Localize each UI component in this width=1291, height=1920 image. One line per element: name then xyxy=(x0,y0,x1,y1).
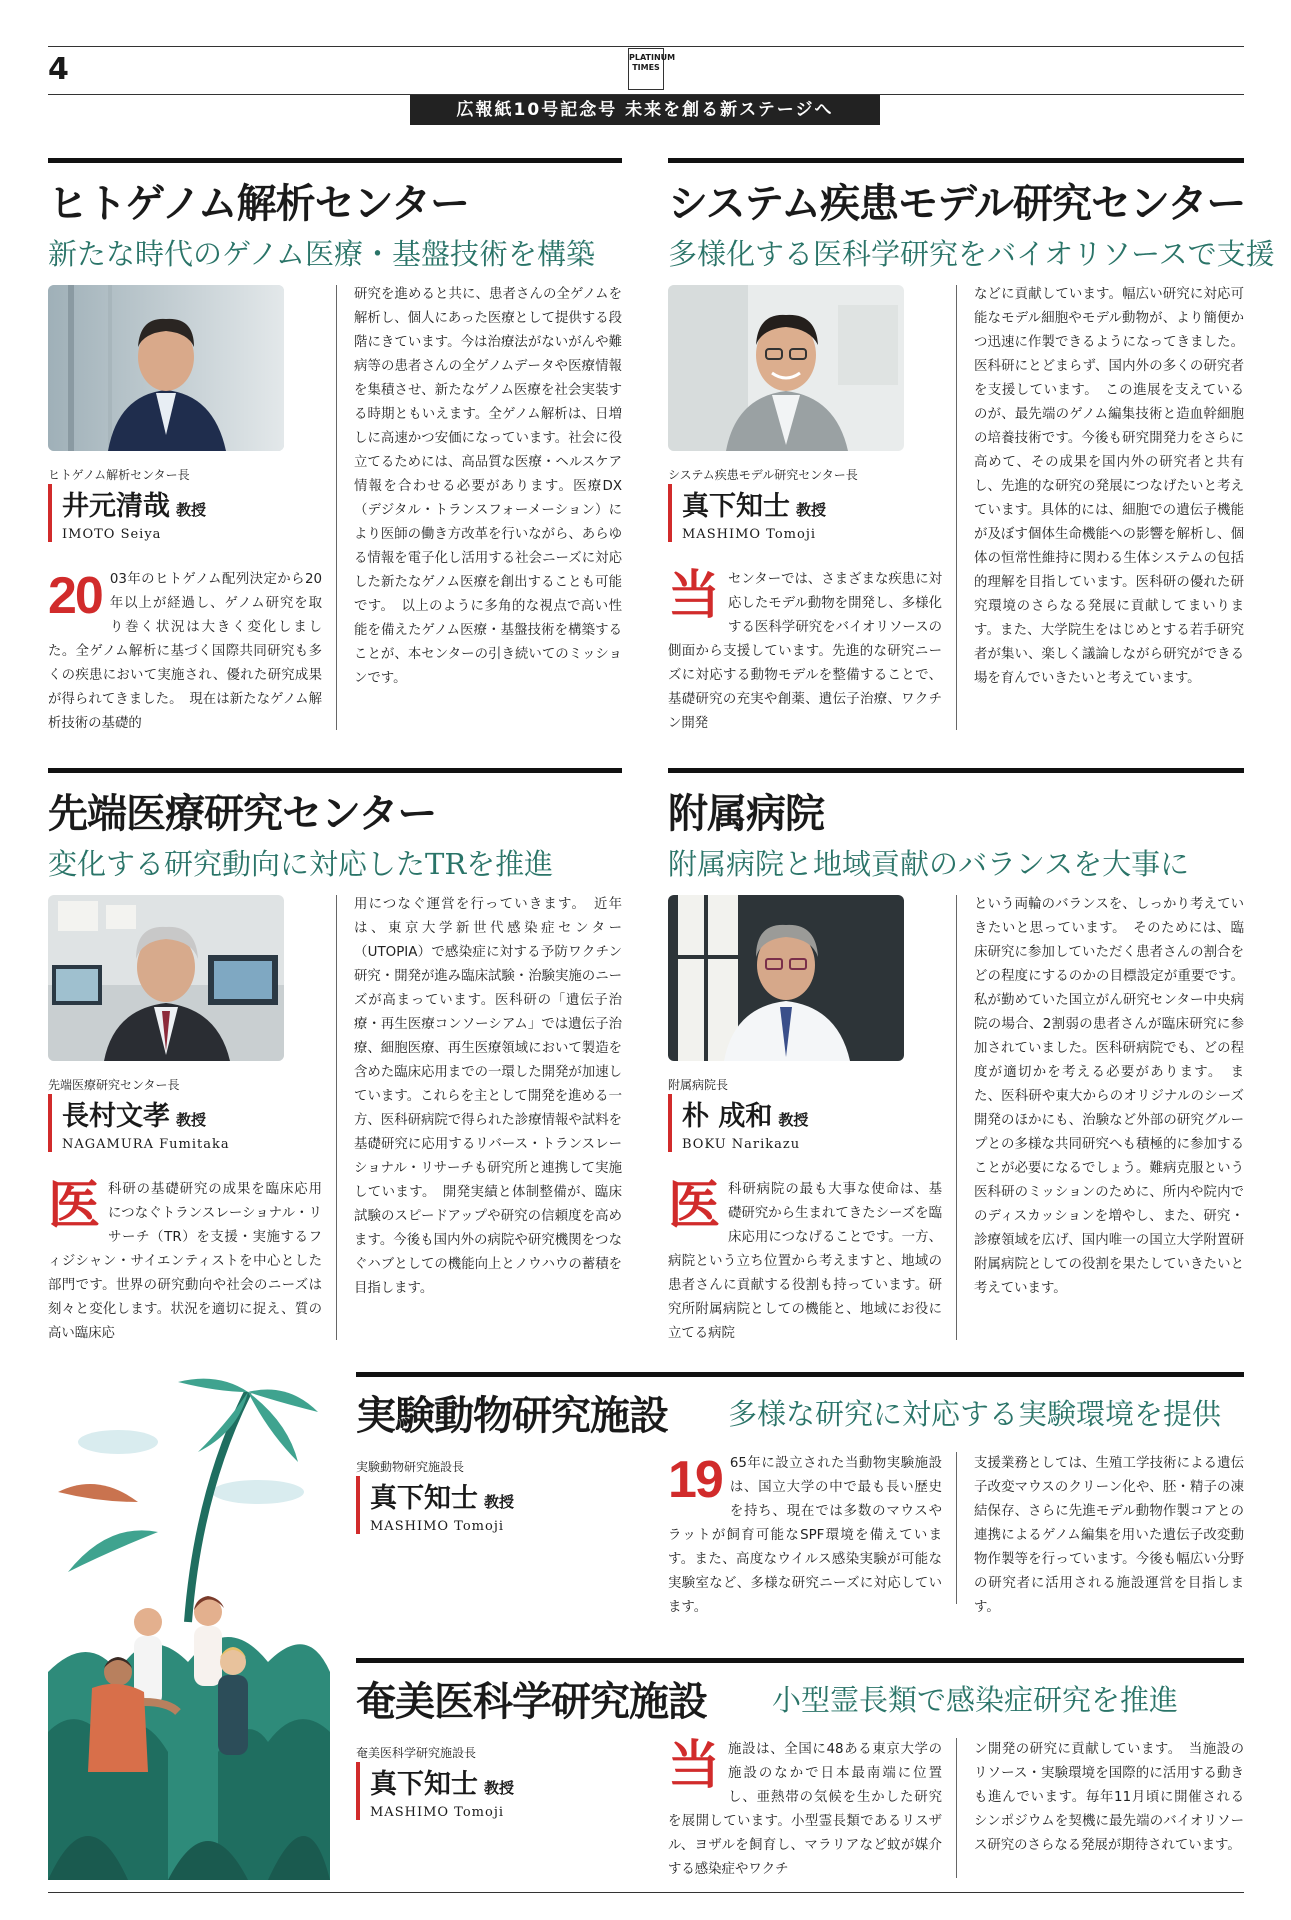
role-genome: ヒトゲノム解析センター長 xyxy=(48,468,190,482)
person-name-mashimo-amami: 真下知士 教授 xyxy=(370,1769,515,1800)
article-body-disease-model-col2: などに貢献しています。幅広い研究に対応可能なモデル細胞やモデル動物が、より簡便かつ迅速に作製できるようになってきました。医科研にとどまらず、国内外の多くの研究者を支援しています。 この進展を支えているのが、最先端のゲノム編集技術と造血幹細胞の培養技術です。今後も研究開発力をさらに高めて、その成果を国内外の研究者と共有し、先進的な研究の発展につなげたいと考えています。具体的には、細胞での遺伝子機能が及ぼす個体生命機能への影響を解析し、個体の恒常性維持に関わる生体システムの包括的理解を目指しています。医科研の優れた研究環境のさらなる発展に貢献してまいります。また、大学院生をはじめとする若手研究者が集い、楽しく議論しながら研究ができる場を育んでいきたいと考えています。 xyxy=(974,287,1244,686)
section-subtitle-advanced: 変化する研究動向に対応したTRを推進 xyxy=(48,847,554,881)
section-rule-animal xyxy=(356,1372,1244,1377)
portrait-photo-nagamura xyxy=(48,895,284,1061)
person-name-imoto: 井元清哉 教授 xyxy=(62,491,207,522)
section-subtitle-hospital: 附属病院と地域貢献のバランスを大事に xyxy=(668,847,1190,881)
person-roman-boku: BOKU Narikazu xyxy=(682,1137,801,1152)
person-name-nagamura: 長村文孝 教授 xyxy=(62,1101,207,1132)
section-rule-advanced xyxy=(48,768,622,773)
newspaper-logo: PLATINUM TIMES xyxy=(628,48,664,90)
column-divider-amami xyxy=(956,1738,957,1878)
person-roman-imoto: IMOTO Seiya xyxy=(62,527,162,542)
page-number: 4 xyxy=(48,52,69,87)
article-body-hospital-col2: という両輪のバランスを、しっかり考えていきたいと思っています。 そのためには、臨床研究に参加していただく患者さんの割合をどの程度にするのかの目標設定が重要です。私が勤めていた国立がん研究センター中央病院の場合、2割弱の患者さんが臨床研究に参加されていました。医科研病院でも、どの程度が適切かを考える必要があります。 また、医科研や東大からのオリジナルのシーズ開発のほかにも、治験など外部の研究グループとの多様な共同研究へも積極的に参加することが必要になるでしょう。難病克服という医科研のミッションのために、所内や院内でのディスカッションを増やし、また、研究・診療領域を広げ、国内唯一の国立大学附置研附属病院としての役割を果たしていきたいと考えています。 xyxy=(974,897,1244,1296)
footer-rule xyxy=(48,1892,1244,1893)
role-hospital: 附属病院長 xyxy=(668,1078,729,1092)
article-body-animal-col1: 19 65年に設立された当動物実験施設は、国立大学の中で最も長い歴史を持ち、現在では多数のマウスやラットが飼育可能なSPF環境を備えています。また、高度なウイルス感染実験が可能な実験室など、多様な研究ニーズに対応しています。 xyxy=(668,1451,942,1615)
person-roman-mashimo-animal: MASHIMO Tomoji xyxy=(370,1519,505,1534)
name-block-disease-model xyxy=(668,484,826,542)
section-title-amami: 奄美医科学研究施設 xyxy=(356,1679,707,1725)
drop-cap-animal: 19 xyxy=(668,1451,722,1509)
section-subtitle-animal: 多様な研究に対応する実験環境を提供 xyxy=(728,1397,1222,1431)
role-disease-model: システム疾患モデル研究センター長 xyxy=(668,468,858,482)
section-subtitle-disease-model: 多様化する医科学研究をバイオリソースで支援 xyxy=(668,237,1275,271)
role-advanced: 先端医療研究センター長 xyxy=(48,1078,180,1092)
name-block-amami xyxy=(356,1762,514,1820)
article-body-disease-model-col1: 当センターでは、さまざまな疾患に対応したモデル動物を開発し、多様化する医科学研究をバイオリソースの側面から支援しています。先進的な研究ニーズに対応する動物モデルを整備することで、基礎研究の充実や創薬、遺伝子治療、ワクチン開発 xyxy=(668,566,942,731)
portrait-photo-imoto xyxy=(48,285,284,451)
column-divider-hospital xyxy=(956,895,957,1340)
section-title-genome: ヒトゲノム解析センター xyxy=(48,181,469,227)
drop-cap-disease-model: 当 xyxy=(668,566,721,626)
article-body-genome-col2: 研究を進めると共に、患者さんの全ゲノムを解析し、個人にあった医療として提供する段階にきています。今は治療法がないがんや難病等の患者さんの全ゲノムデータや医療情報を集積させ、新たなゲノム医療を社会実装する時期ともいえます。全ゲノム解析は、日増しに高速かつ安価になっています。社会に役立てるためには、高品質な医療・ヘルスケア情報を合わせる必要があります。医療DX（デジタル・トランスフォーメーション）により医師の働き方改革を行いながら、あらゆる情報を電子化し活用する社会ニーズに対応した新たなゲノム医療を創出することも可能です。 以上のように多角的な視点で高い性能を備えたゲノム医療・基盤技術を構築することが、本センターの引き続いてのミッションです。 xyxy=(354,287,622,686)
section-title-disease-model: システム疾患モデル研究センター xyxy=(668,181,1246,227)
name-block-genome xyxy=(48,484,206,542)
portrait-photo-boku xyxy=(668,895,904,1061)
column-divider-advanced xyxy=(336,895,337,1340)
column-divider-genome xyxy=(336,285,337,730)
drop-cap-hospital: 医 xyxy=(668,1176,721,1236)
column-divider-disease-model xyxy=(956,285,957,730)
drop-cap-amami: 当 xyxy=(668,1736,721,1796)
article-body-amami-col1: 当施設は、全国に48ある東京大学の施設のなかで日本最南端に位置し、亜熱帯の気候を生かした研究を展開しています。小型霊長類であるリスザル、ヨザルを飼育し、マラリアなど蚊が媒介する感染症やワクチ xyxy=(668,1736,942,1877)
person-roman-nagamura: NAGAMURA Fumitaka xyxy=(62,1137,230,1152)
role-amami: 奄美医科学研究施設長 xyxy=(356,1746,477,1760)
article-body-amami-col2: ン開発の研究に貢献しています。 当施設のリソース・実験環境を国際的に活用する動きも進んでいます。毎年11月頃に開催されるシンポジウムを契機に最先端のバイオリソース研究のさらなる発展が期待されています。 xyxy=(974,1742,1244,1853)
article-body-advanced-col2: 用につなぐ運営を行っていきます。 近年は、東京大学新世代感染症センター（UTOPIA）で感染症に対する予防ワクチン研究・開発が進み臨床試験・治験実施のニーズが高まっています。医科研の「遺伝子治療・再生医療コンソーシアム」では遺伝子治療、細胞医療、再生医療領域において製造を含めた臨床応用までの一環した開発が加速しています。これらを主として開発を進める一方、医科研病院で得られた診療情報や試料を基礎研究に応用するリバース・トランスレーショナル・リサーチも研究所と連携して実施しています。 開発実績と体制整備が、臨床試験のスピードアップや研究の信頼度を高めます。今後も国内外の病院や研究機関をつなぐハブとしての機能向上とノウハウの蓄積を目指します。 xyxy=(354,897,622,1296)
article-body-advanced-col1: 医科研の基礎研究の成果を臨床応用につなぐトランスレーショナル・リサーチ（TR）を支援・実施するフィジシャン・サイエンティストを中心とした部門です。世界の研究動向や社会のニーズは刻々と変化します。状況を適切に捉え、質の高い臨床応 xyxy=(48,1176,322,1341)
column-divider-animal xyxy=(956,1452,957,1604)
section-subtitle-amami: 小型霊長類で感染症研究を推進 xyxy=(772,1683,1179,1717)
jungle-researchers-illustration xyxy=(48,1372,330,1880)
name-block-animal xyxy=(356,1476,514,1534)
issue-banner: 広報紙10号記念号 未来を創る新ステージへ xyxy=(410,95,880,125)
name-block-hospital xyxy=(668,1094,808,1152)
person-name-boku: 朴 成和 教授 xyxy=(682,1101,809,1132)
section-rule-disease-model xyxy=(668,158,1244,163)
article-body-hospital-col1: 医科研病院の最も大事な使命は、基礎研究から生まれてきたシーズを臨床応用につなげることです。一方、病院という立ち位置から考えますと、地域の患者さんに貢献する役割も持っています。研究所附属病院としての機能と、地域にお役に立てる病院 xyxy=(668,1176,942,1341)
person-name-mashimo: 真下知士 教授 xyxy=(682,491,827,522)
role-animal: 実験動物研究施設長 xyxy=(356,1460,465,1474)
article-body-animal-col2: 支援業務としては、生殖工学技術による遺伝子改変マウスのクリーン化や、胚・精子の凍結保存、さらに先進モデル動物作製コアとの連携によるゲノム編集を用いた遺伝子改変動物作製等を行っています。今後も幅広い分野の研究者に活用される施設運営を目指します。 xyxy=(974,1456,1244,1615)
section-title-animal: 実験動物研究施設 xyxy=(356,1393,668,1439)
section-title-hospital: 附属病院 xyxy=(668,791,824,837)
drop-cap-genome: 20 xyxy=(48,567,102,625)
section-rule-amami xyxy=(356,1658,1244,1663)
section-rule-genome xyxy=(48,158,622,163)
section-title-advanced: 先端医療研究センター xyxy=(48,791,437,837)
name-block-advanced xyxy=(48,1094,230,1152)
person-name-mashimo-animal: 真下知士 教授 xyxy=(370,1483,515,1514)
portrait-photo-mashimo xyxy=(668,285,904,451)
article-body-genome-col1: 20 03年のヒトゲノム配列決定から20年以上が経過し、ゲノム研究を取り巻く状況は大きく変化しました。全ゲノム解析に基づく国際共同研究も多くの疾患において実施され、優れた研究成果が得られてきました。 現在は新たなゲノム解析技術の基礎的 xyxy=(48,567,322,731)
header-top-rule xyxy=(48,46,1244,47)
section-subtitle-genome: 新たな時代のゲノム医療・基盤技術を構築 xyxy=(48,237,595,271)
drop-cap-advanced: 医 xyxy=(48,1176,101,1236)
section-rule-hospital xyxy=(668,768,1244,773)
person-roman-mashimo-amami: MASHIMO Tomoji xyxy=(370,1805,505,1820)
person-roman-mashimo: MASHIMO Tomoji xyxy=(682,527,817,542)
